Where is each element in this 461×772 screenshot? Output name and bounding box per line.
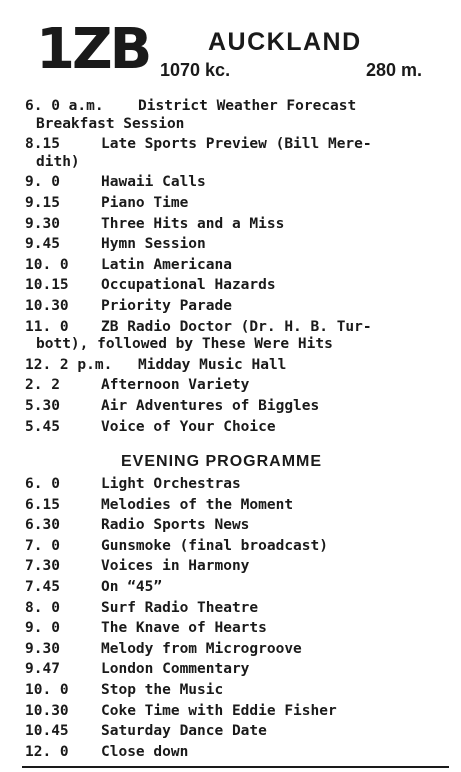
programme-time: 2. 2 [25,377,60,394]
programme-title: Latin Americana [101,256,232,273]
programme-row [0,701,461,721]
programme-title: Priority Parade [101,298,232,314]
programme-time: 12. 2 p.m. [25,356,113,373]
programme-title: Occupational Hazards [101,277,276,294]
programme-time: 12. 0 [25,743,69,760]
programme-time: 6.30 [25,517,60,534]
programme-title: Late Sports Preview (Bill Mere- [101,136,372,153]
programme-row [0,172,461,192]
station-call-sign: 1ZB [36,17,150,82]
programme-title: Radio Sports News [101,517,250,534]
programme-time: 7.30 [25,558,60,575]
programme-row [0,598,461,618]
programme-row [0,234,461,254]
programme-row [0,742,461,762]
station-wavelength: 280 m. [366,60,423,80]
programme-title: Afternoon Variety [101,377,250,394]
programme-row [0,396,461,416]
programme-time: 7. 0 [25,537,60,554]
programme-title: Hawaii Calls [101,174,206,191]
programme-title: Melody from Microgroove [101,640,302,657]
programme-time: 10. 0 [25,682,69,698]
programme-title: Three Hits and a Miss [101,215,285,232]
programme-row [0,515,461,535]
programme-time: 10.30 [25,702,69,719]
programme-time: 8. 0 [25,599,60,616]
programme-title: The Knave of Hearts [101,620,267,637]
programme-row-continued [0,152,461,172]
programme-title: Melodies of the Moment [101,496,294,513]
programme-time: 10.45 [25,723,69,740]
programme-time: 9.15 [25,195,60,211]
programme-time: 9.45 [25,236,60,253]
programme-row [0,214,461,234]
programme-title: Surf Radio Theatre [101,599,259,616]
programme-title: Midday Music Hall [138,356,287,373]
programme-title: Piano Time [101,195,189,211]
programme-title: On “45” [101,579,163,595]
programme-title: Voices in Harmony [101,558,250,575]
programme-title: ZB Radio Doctor (Dr. H. B. Tur- [101,318,372,335]
programme-time: 10. 0 [25,256,69,273]
programme-time: 7.45 [25,579,60,595]
station-frequency: 1070 kc. [160,60,231,80]
programme-title: Gunsmoke (final broadcast) [101,537,328,554]
programme-title-continued: bott), followed by These Were Hits [36,336,333,353]
programme-row [0,275,461,295]
programme-row [0,680,461,700]
programme-row [0,618,461,638]
programme-time: 5.30 [25,398,60,414]
programme-row [0,659,461,679]
programme-time: 9.30 [25,640,60,657]
programme-row [0,639,461,659]
evening-heading: EVENING PROGRAMME [121,453,323,470]
programme-title: Air Adventures of Biggles [101,398,320,414]
programme-time: 6. 0 [25,476,60,492]
programme-row [0,255,461,275]
programme-title: District Weather Forecast [138,98,357,114]
programme-title: Stop the Music [101,682,224,698]
programme-row-continued [0,334,461,354]
programme-title: Hymn Session [101,236,206,253]
programme-time: 9. 0 [25,174,60,191]
programme-row [0,355,461,375]
programme-time: 9. 0 [25,620,60,637]
programme-title: Coke Time with Eddie Fisher [101,702,337,719]
programme-row [0,556,461,576]
programme-time: 9.30 [25,215,60,232]
programme-title: Light Orchestras [101,476,241,492]
bottom-rule [22,766,449,768]
programme-row [0,417,461,437]
programme-time: 11. 0 [25,318,69,335]
programme-title-continued: dith) [36,153,80,170]
programme-title: Close down [101,743,189,760]
programme-row [0,536,461,556]
programme-title: Voice of Your Choice [101,418,276,435]
programme-time: 10.30 [25,298,69,314]
programme-row-continued [0,114,461,134]
programme-time: 6. 0 a.m. [25,98,104,114]
programme-row [0,375,461,395]
programme-time: 10.15 [25,277,69,294]
programme-title: Saturday Dance Date [101,723,267,740]
programme-row [0,495,461,515]
programme-title: London Commentary [101,661,250,678]
programme-row [0,721,461,741]
programme-time: 9.47 [25,661,60,678]
programme-time: 6.15 [25,496,60,513]
programme-time: 5.45 [25,418,60,435]
programme-row [0,296,461,316]
programme-row [0,577,461,597]
programme-row [0,474,461,494]
programme-row [0,193,461,213]
programme-title-continued: Breakfast Session [36,115,185,132]
station-city: AUCKLAND [208,28,362,56]
programme-time: 8.15 [25,136,60,153]
